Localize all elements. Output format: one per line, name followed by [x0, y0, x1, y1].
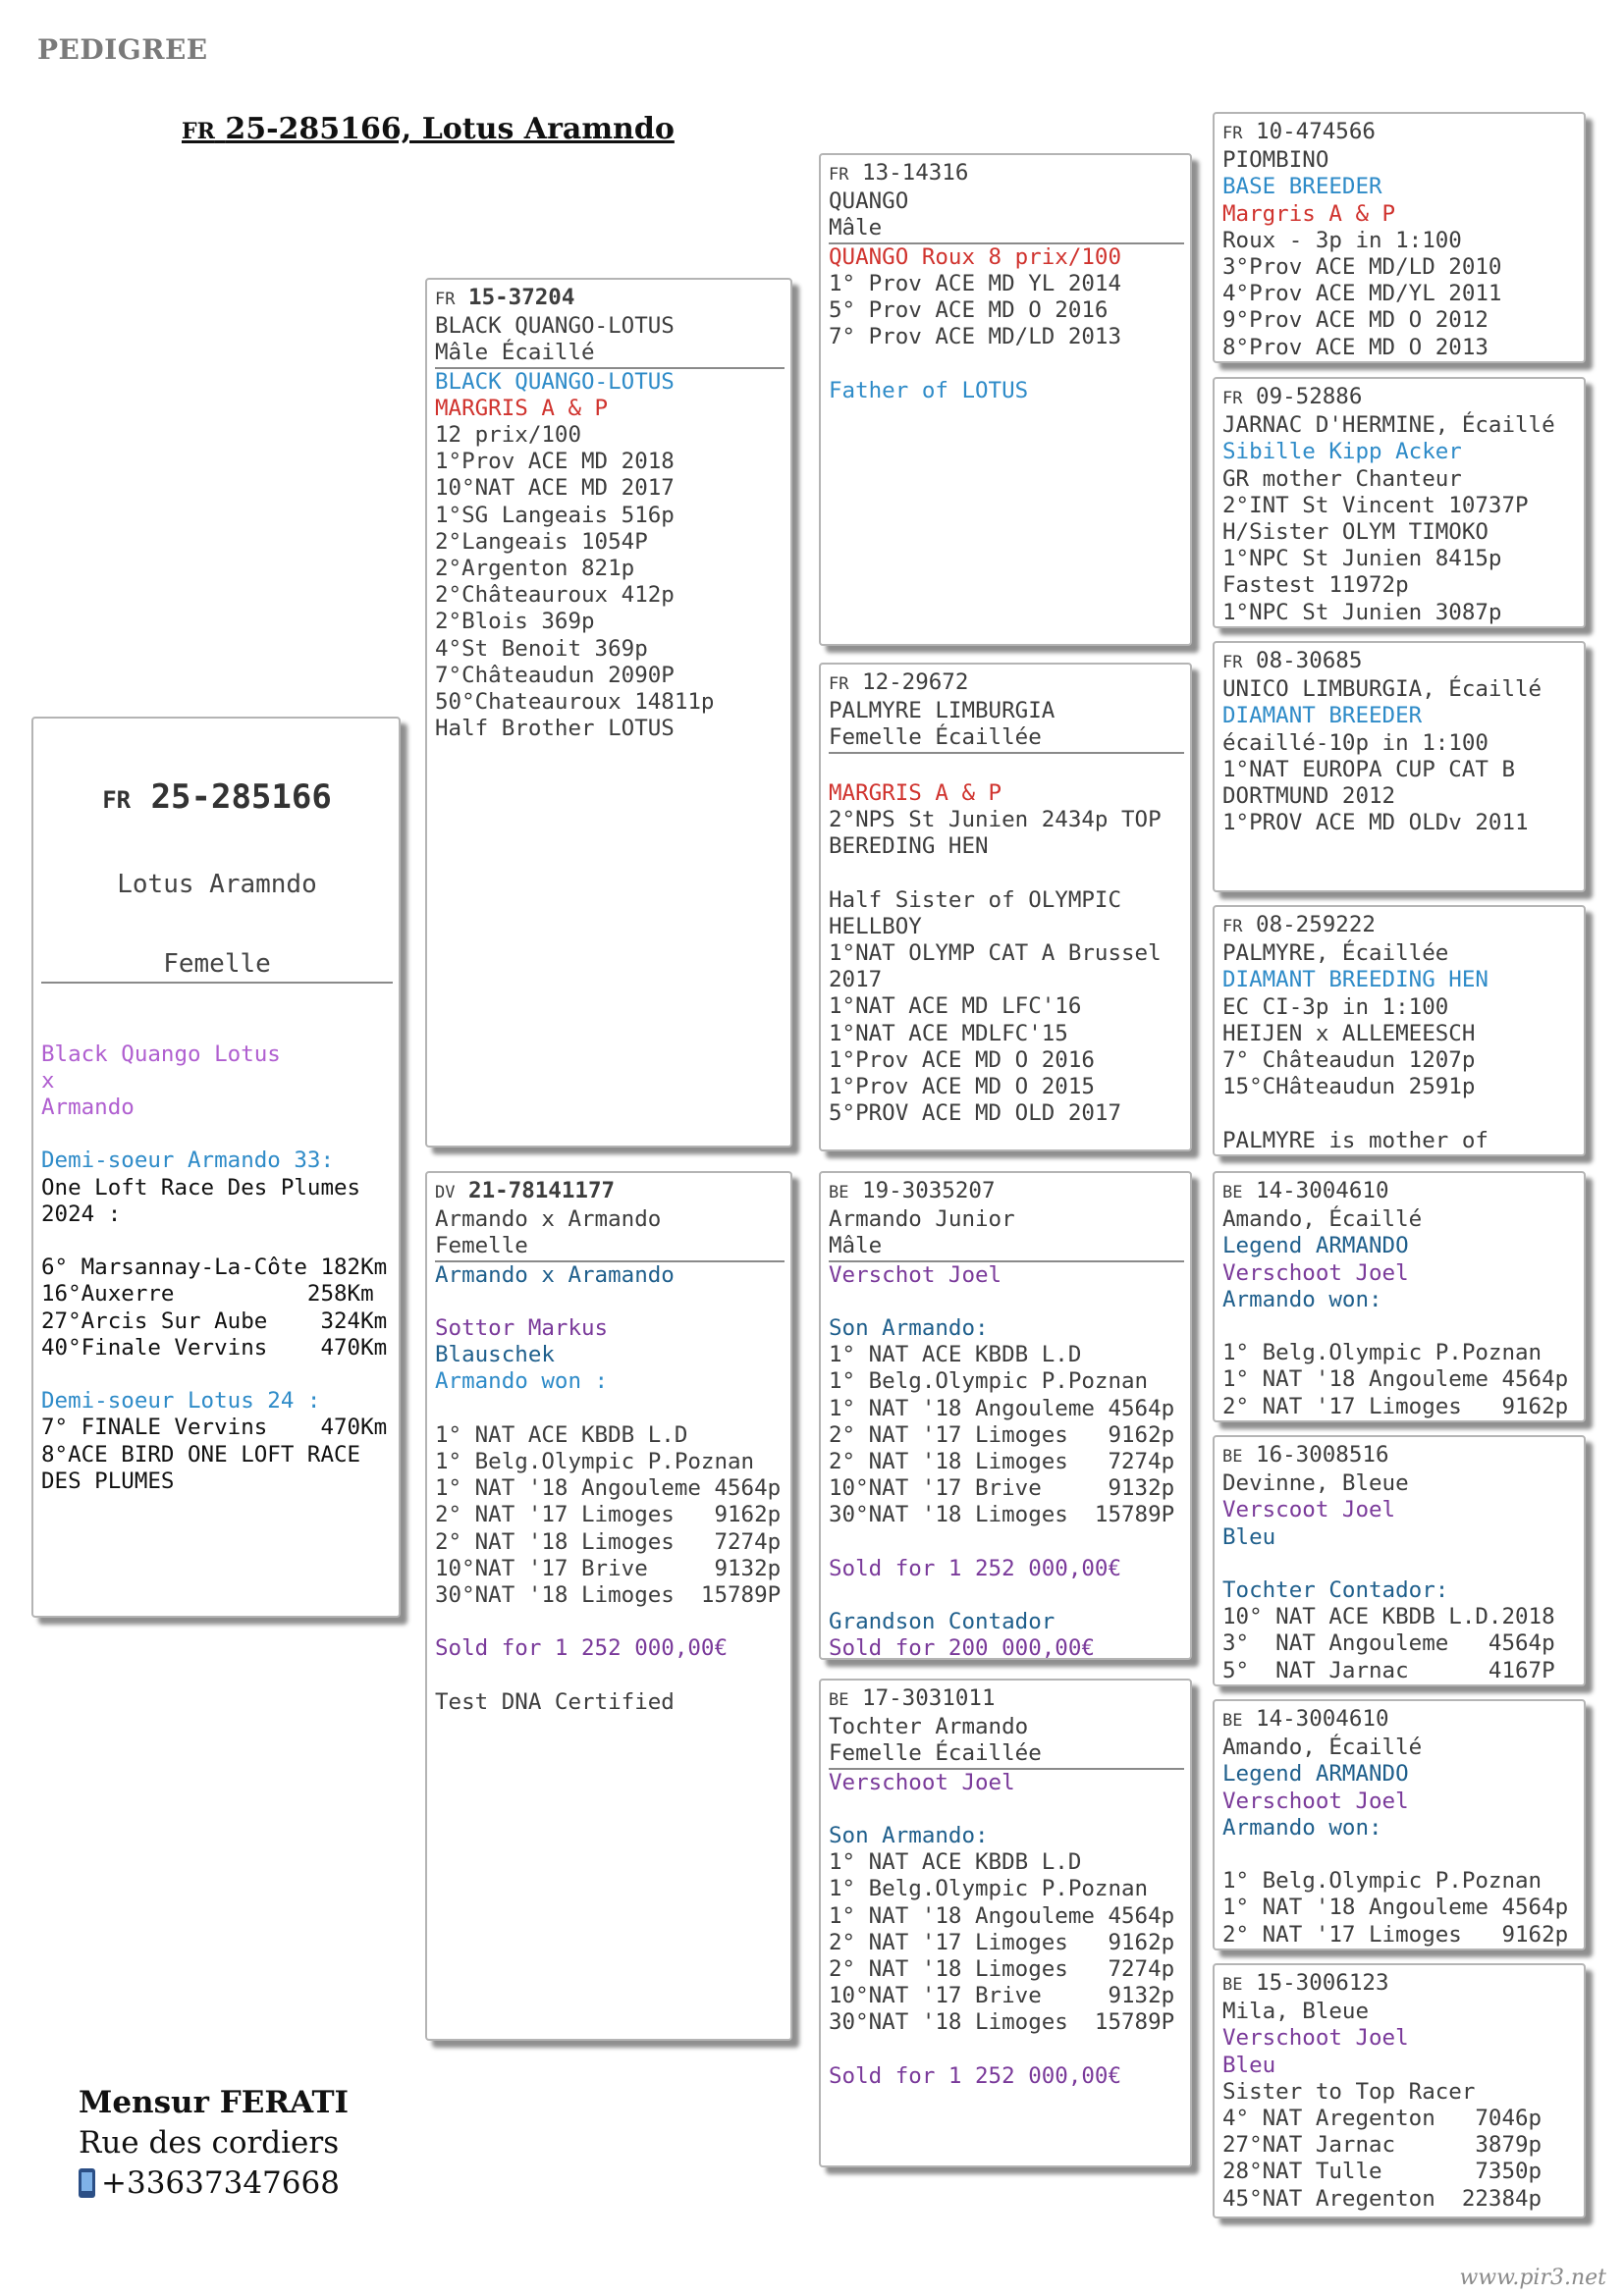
- note-line: 1° Belg.Olympic P.Poznan: [829, 1368, 1149, 1395]
- note-line: Sold for 1 252 000,00€: [829, 1555, 1122, 1581]
- great-grandparent-6-card: [1213, 1435, 1586, 1686]
- note-line: 2017: [829, 967, 883, 993]
- note-line: H/Sister OLYM TIMOKO: [1222, 519, 1489, 546]
- note-line: [435, 1289, 785, 1315]
- note-line: 1°NAT ACE MDLFC'15: [829, 1020, 1068, 1046]
- note-line: 2° NAT '18 Limoges 7274p: [435, 1528, 782, 1555]
- note-line: Demi-soeur Armando 33:: [41, 1148, 335, 1174]
- note-line: 5° Prov ACE MD O 2016: [829, 297, 1109, 324]
- great-grandparent-8-card: [1213, 1963, 1586, 2218]
- note-line: 1° Belg.Olympic P.Poznan: [829, 1876, 1149, 1902]
- note-line: 1° NAT '18 Angouleme 4564p: [435, 1475, 782, 1502]
- note-line: QUANGO Roux 8 prix/100: [829, 243, 1122, 270]
- subject-ring: FR 25-285166: [102, 777, 332, 818]
- ring: 13-14316: [862, 160, 969, 186]
- note-line: 1° Belg.Olympic P.Poznan: [1222, 1868, 1543, 1895]
- note-line: [829, 1289, 1184, 1315]
- note-line: PIOMBINO: [1222, 147, 1329, 174]
- note-line: [1222, 1842, 1578, 1868]
- bird-name: BLACK QUANGO-LOTUS: [435, 313, 675, 340]
- country-code: BE: [829, 1690, 849, 1710]
- note-line: 6° Marsannay-La-Côte 182Km: [41, 1255, 388, 1281]
- note-line: [1222, 1313, 1578, 1340]
- note-line: 2° NAT '18 Limoges 7274p: [829, 1956, 1175, 1983]
- note-line: 1°NAT EUROPA CUP CAT B: [1222, 756, 1516, 782]
- ring: 10-474566: [1256, 119, 1376, 144]
- ring-number: [829, 1685, 1184, 1714]
- note-line: 10°NAT '17 Brive 9132p: [829, 1475, 1175, 1502]
- note-line: 12 prix/100: [435, 422, 582, 449]
- note-line: 30°NAT '18 Limoges 15789P: [435, 1582, 782, 1609]
- note-line: [829, 1582, 1184, 1609]
- note-line: 1°NPC St Junien 8415p: [1222, 546, 1502, 572]
- country-code: BE: [1222, 1711, 1243, 1731]
- owner-phone-number: +33637347668: [101, 2165, 340, 2201]
- note-line: HEIJEN x ALLEMEESCH: [1222, 1020, 1476, 1046]
- note-line: Test DNA Certified: [435, 1688, 675, 1715]
- note-line: Sold for 1 252 000,00€: [435, 1635, 729, 1662]
- note-line: [435, 1396, 785, 1422]
- note-line: 1° NAT '18 Angouleme 4564p: [829, 1395, 1175, 1421]
- note-line: 7° Prov ACE MD/LD 2013: [829, 324, 1122, 350]
- note-line: [829, 860, 1184, 886]
- dam-card: [425, 1171, 792, 2041]
- note-line: JARNAC D'HERMINE, Écaillé: [1222, 412, 1555, 439]
- note-line: PALMYRE, Écaillée: [1222, 940, 1449, 967]
- note-line: 1°SG Langeais 516p: [435, 502, 675, 528]
- note-line: Sottor Markus: [435, 1315, 609, 1341]
- note-line: 8°Prov ACE MD O 2013: [1222, 334, 1489, 360]
- note-line: BASE BREEDER: [1222, 174, 1382, 200]
- note-line: Armando won:: [1222, 1814, 1382, 1841]
- ring-number: [1222, 648, 1578, 676]
- note-line: 7°Châteaudun 2090P: [435, 662, 675, 688]
- bird-sex: Mâle: [829, 1233, 1184, 1261]
- ring: 16-3008516: [1256, 1442, 1389, 1468]
- note-line: Armando x Aramando: [435, 1261, 675, 1288]
- note-line: 2°INT St Vincent 10737P: [1222, 492, 1529, 518]
- note-line: One Loft Race Des Plumes: [41, 1174, 361, 1201]
- pedigree-title: [182, 112, 675, 146]
- note-line: 9°Prov ACE MD O 2012: [1222, 307, 1489, 334]
- note-line: 10° NAT ACE KBDB L.D.2018: [1222, 1604, 1555, 1630]
- note-line: Sibille Kipp Acker: [1222, 439, 1462, 465]
- ring-number: [435, 285, 785, 313]
- note-line: 1° Belg.Olympic P.Poznan: [435, 1449, 755, 1474]
- note-line: UNICO LIMBURGIA, Écaillé: [1222, 676, 1543, 703]
- note-line: Legend ARMANDO: [1222, 1761, 1409, 1788]
- bird-name: PALMYRE LIMBURGIA: [829, 698, 1056, 724]
- ring: 09-52886: [1256, 384, 1363, 409]
- note-line: 16°Auxerre 258Km: [41, 1281, 374, 1308]
- note-line: Sold for 200 000,00€: [829, 1635, 1095, 1660]
- ring-number: [1222, 1970, 1578, 1999]
- granddam-sire-card: [819, 663, 1192, 1151]
- great-grandparent-5-card: [1213, 1171, 1586, 1422]
- bird-sex: Femelle: [435, 1233, 785, 1261]
- great-grandparent-2-card: [1213, 377, 1586, 628]
- note-line: DES PLUMES: [41, 1468, 175, 1494]
- note-line: 1°Prov ACE MD 2018: [435, 449, 675, 475]
- note-line: GR mother Chanteur: [1222, 465, 1462, 492]
- note-line: 3°Prov ACE MD/LD 2010: [1222, 254, 1502, 281]
- owner-phone: [79, 2163, 349, 2204]
- ring: 15-3006123: [1256, 1970, 1389, 1996]
- ring-number: [1222, 384, 1578, 412]
- note-line: 1°NPC St Junien 3087p: [1222, 599, 1502, 625]
- note-line: Verschot Joel: [829, 1261, 1002, 1288]
- note-line: 1° NAT ACE KBDB L.D: [435, 1421, 688, 1448]
- note-line: [41, 1121, 393, 1148]
- country-code: BE: [1222, 1975, 1243, 1995]
- note-line: 27°NAT Jarnac 3879p: [1222, 2132, 1543, 2159]
- note-line: 10°NAT '17 Brive 9132p: [435, 1555, 782, 1581]
- note-line: DIAMANT BREEDER: [1222, 703, 1423, 729]
- subject-sex: Femelle: [41, 951, 393, 984]
- note-line: Margris A & P: [1222, 200, 1396, 227]
- mobile-phone-icon: [79, 2168, 95, 2198]
- note-line: 1°NAT OLYMP CAT A Brussel: [829, 940, 1162, 966]
- bird-name: QUANGO: [829, 188, 909, 215]
- ring-number: [1222, 912, 1578, 940]
- note-line: MARGRIS A & P: [829, 779, 1002, 806]
- note-line: 8°ACE BIRD ONE LOFT RACE: [41, 1441, 361, 1468]
- ring-number: [829, 669, 1184, 698]
- note-line: MARGRIS A & P: [435, 395, 609, 421]
- note-line: 2° NAT '18 Limoges 7274p: [829, 1449, 1175, 1475]
- note-line: 1° NAT ACE KBDB L.D: [829, 1849, 1082, 1876]
- note-line: Son Armando:: [829, 1823, 989, 1848]
- country-code: DV: [435, 1183, 456, 1202]
- note-line: PALMYRE is mother of: [1222, 1127, 1489, 1153]
- note-line: Amando, Écaillé: [1222, 1206, 1423, 1233]
- note-line: 2°Langeais 1054P: [435, 528, 648, 555]
- note-line: Blauschek: [435, 1342, 555, 1368]
- note-line: 1°PROV ACE MD OLDv 2011: [1222, 810, 1529, 836]
- note-line: Verschoot Joel: [829, 1769, 1015, 1795]
- note-line: Armando won:: [1222, 1286, 1382, 1312]
- ring-number: [1222, 1706, 1578, 1735]
- note-line: Half Sister of OLYMPIC: [829, 886, 1122, 913]
- note-line: DIAMANT BREEDING HEN: [1222, 967, 1489, 993]
- ring: 19-3035207: [862, 1178, 996, 1203]
- note-line: Bleu: [1222, 2052, 1276, 2078]
- note-line: Amando, Écaillé: [1222, 1735, 1423, 1761]
- note-line: Verscoot Joel: [1222, 1497, 1396, 1523]
- note-line: Half Brother LOTUS: [435, 716, 675, 742]
- note-line: 1° Prov ACE MD YL 2014: [829, 270, 1122, 296]
- note-line: 7° Châteaudun 1207p: [1222, 1047, 1476, 1074]
- note-line: Verschoot Joel: [1222, 1259, 1409, 1286]
- great-grandparent-7-card: [1213, 1699, 1586, 1950]
- note-line: 2° NAT '17 Limoges 9162p: [829, 1421, 1175, 1448]
- note-line: 40°Finale Vervins 470Km: [41, 1334, 388, 1361]
- ring-number: [1222, 1442, 1578, 1470]
- note-line: 1° NAT ACE KBDB L.D: [829, 1342, 1082, 1368]
- note-line: Father of LOTUS: [829, 377, 1029, 403]
- ring: 14-3004610: [1256, 1178, 1389, 1203]
- note-line: écaillé-10p in 1:100: [1222, 729, 1489, 756]
- note-line: 3° NAT Angouleme 4564p: [1222, 1630, 1555, 1657]
- ring-number: [435, 1178, 785, 1206]
- note-line: 1° NAT '18 Angouleme 4564p: [829, 1902, 1175, 1929]
- country-code: FR: [829, 674, 849, 694]
- note-line: Fastest 11972p: [1222, 572, 1409, 599]
- note-line: BEREDING HEN: [829, 833, 989, 860]
- bird-name: Armando x Armando: [435, 1206, 662, 1233]
- grandsire-sire-card: [819, 153, 1192, 646]
- country-code: FR: [1222, 389, 1243, 408]
- note-line: EC CI-3p in 1:100: [1222, 993, 1449, 1020]
- note-line: 1°NAT ACE MD LFC'16: [829, 993, 1082, 1020]
- note-line: Verschoot Joel: [1222, 2025, 1409, 2052]
- ring: 21-78141177: [468, 1178, 616, 1203]
- note-line: 2° NAT '17 Limoges 9162p: [435, 1502, 782, 1528]
- bird-sex: Femelle Écaillée: [829, 724, 1184, 753]
- note-line: Roux - 3p in 1:100: [1222, 227, 1462, 253]
- country-code: FR: [1222, 653, 1243, 672]
- note-line: Mila, Bleue: [1222, 1999, 1370, 2025]
- note-line: [41, 1228, 393, 1255]
- note-line: [829, 350, 1184, 377]
- country-code: FR: [829, 165, 849, 185]
- note-line: 27°Arcis Sur Aube 324Km: [41, 1308, 388, 1334]
- note-line: [1222, 1551, 1578, 1577]
- note-line: 45°NAT Aregenton 22384p: [1222, 2185, 1543, 2212]
- note-line: Armando won :: [435, 1368, 609, 1395]
- ring-number: [829, 1178, 1184, 1206]
- note-line: 15°CHâteaudun 2591p: [1222, 1074, 1476, 1100]
- note-line: 2°NPS St Junien 2434p TOP: [829, 807, 1162, 832]
- note-line: Tochter Contador:: [1222, 1577, 1449, 1603]
- bird-sex: Mâle: [829, 215, 1184, 243]
- note-line: 4° NAT Aregenton 7046p: [1222, 2106, 1543, 2132]
- note-line: [435, 1609, 785, 1635]
- ring-number: [829, 160, 1184, 188]
- note-line: 4°Prov ACE MD/YL 2011: [1222, 281, 1502, 307]
- note-line: 5°PROV ACE MD OLD 2017: [829, 1100, 1122, 1127]
- great-grandparent-4-card: [1213, 905, 1586, 1156]
- note-line: DORTMUND 2012: [1222, 783, 1396, 810]
- bird-sex: Femelle Écaillée: [829, 1740, 1184, 1769]
- ring-number: [1222, 1178, 1578, 1206]
- title-country: FR: [182, 119, 215, 144]
- ring: 08-259222: [1256, 912, 1376, 937]
- sire-card: [425, 278, 792, 1148]
- note-line: [829, 754, 1184, 780]
- note-line: 30°NAT '18 Limoges 15789P: [829, 1502, 1175, 1528]
- ring-number: [1222, 119, 1578, 147]
- note-line: 1° NAT '18 Angouleme 4564p: [1222, 1366, 1569, 1393]
- grandsire-dam-card: [819, 1171, 1192, 1660]
- note-line: 10°NAT '17 Brive 9132p: [829, 1983, 1175, 2009]
- ring: 08-30685: [1256, 648, 1363, 673]
- note-line: 1°Prov ACE MD O 2015: [829, 1074, 1095, 1100]
- note-line: 10°NAT ACE MD 2017: [435, 475, 675, 502]
- note-line: Devinne, Bleue: [1222, 1470, 1409, 1497]
- note-line: Bleu: [1222, 1523, 1276, 1550]
- note-line: Son Armando:: [829, 1315, 989, 1341]
- note-line: Black Quango Lotus: [41, 1041, 281, 1067]
- bird-sex: Mâle Écaillé: [435, 340, 785, 368]
- footer-website: www.pir3.net: [1459, 2266, 1606, 2290]
- note-line: [829, 1529, 1184, 1556]
- note-line: Sold for 1 252 000,00€: [829, 2062, 1122, 2089]
- note-line: 2° NAT '17 Limoges 9162p: [1222, 1921, 1569, 1948]
- owner-name: Mensur FERATI: [79, 2085, 350, 2120]
- note-line: Demi-soeur Lotus 24 :: [41, 1388, 321, 1415]
- note-line: 2°Argenton 821p: [435, 556, 635, 582]
- note-line: [829, 2037, 1184, 2063]
- page-header: PEDIGREE: [37, 33, 208, 66]
- note-line: Legend ARMANDO: [1222, 1233, 1409, 1259]
- subject-notes: [41, 1041, 393, 1495]
- note-line: 2°Châteauroux 412p: [435, 582, 675, 609]
- note-line: 7° FINALE Vervins 470Km: [41, 1415, 388, 1441]
- title-text: 25-285166, Lotus Aramndo: [225, 112, 675, 146]
- note-line: 2°Blois 369p: [435, 609, 595, 635]
- note-line: Grandson Contador: [829, 1609, 1056, 1635]
- note-line: 28°NAT Tulle 7350p: [1222, 2159, 1543, 2185]
- owner-street: Rue des cordiers: [79, 2125, 340, 2161]
- note-line: 2° NAT '17 Limoges 9162p: [829, 1929, 1175, 1955]
- note-line: 4°St Benoit 369p: [435, 635, 648, 662]
- note-line: HELLBOY: [829, 913, 922, 939]
- country-code: FR: [1222, 124, 1243, 143]
- owner-block: [79, 2083, 349, 2204]
- note-line: 2024 :: [41, 1201, 122, 1227]
- ring: 15-37204: [468, 285, 575, 310]
- note-line: [829, 1796, 1184, 1823]
- country-code: FR: [1222, 917, 1243, 936]
- subject-card: [31, 717, 401, 1618]
- note-line: 30°NAT '18 Limoges 15789P: [829, 2009, 1175, 2036]
- note-line: 1°Prov ACE MD O 2016: [829, 1046, 1095, 1073]
- great-grandparent-1-card: [1213, 112, 1586, 363]
- note-line: Sister to Top Racer: [1222, 2078, 1476, 2105]
- ring: 17-3031011: [862, 1685, 996, 1711]
- note-line: 5° NAT Jarnac 4167P: [1222, 1657, 1555, 1683]
- bird-name: Armando Junior: [829, 1206, 1015, 1233]
- country-code: BE: [1222, 1447, 1243, 1467]
- note-line: 50°Chateauroux 14811p: [435, 689, 715, 716]
- ring: 14-3004610: [1256, 1706, 1389, 1732]
- note-line: BLACK QUANGO-LOTUS: [435, 368, 675, 395]
- note-line: [435, 1663, 785, 1689]
- note-line: 1° NAT '18 Angouleme 4564p: [1222, 1895, 1569, 1921]
- bird-name: Tochter Armando: [829, 1714, 1029, 1740]
- note-line: x: [41, 1067, 55, 1094]
- great-grandparent-3-card: [1213, 641, 1586, 892]
- note-line: Verschoot Joel: [1222, 1788, 1409, 1814]
- country-code: BE: [1222, 1183, 1243, 1202]
- note-line: 1° Belg.Olympic P.Poznan: [1222, 1340, 1543, 1366]
- country-code: BE: [829, 1183, 849, 1202]
- ring: 12-29672: [862, 669, 969, 695]
- granddam-dam-card: [819, 1679, 1192, 2167]
- note-line: [1222, 1100, 1578, 1127]
- note-line: 2° NAT '17 Limoges 9162p: [1222, 1393, 1569, 1419]
- country-code: FR: [435, 290, 456, 309]
- subject-name: Lotus Aramndo: [117, 869, 317, 899]
- note-line: Armando: [41, 1095, 135, 1121]
- note-line: [41, 1362, 393, 1388]
